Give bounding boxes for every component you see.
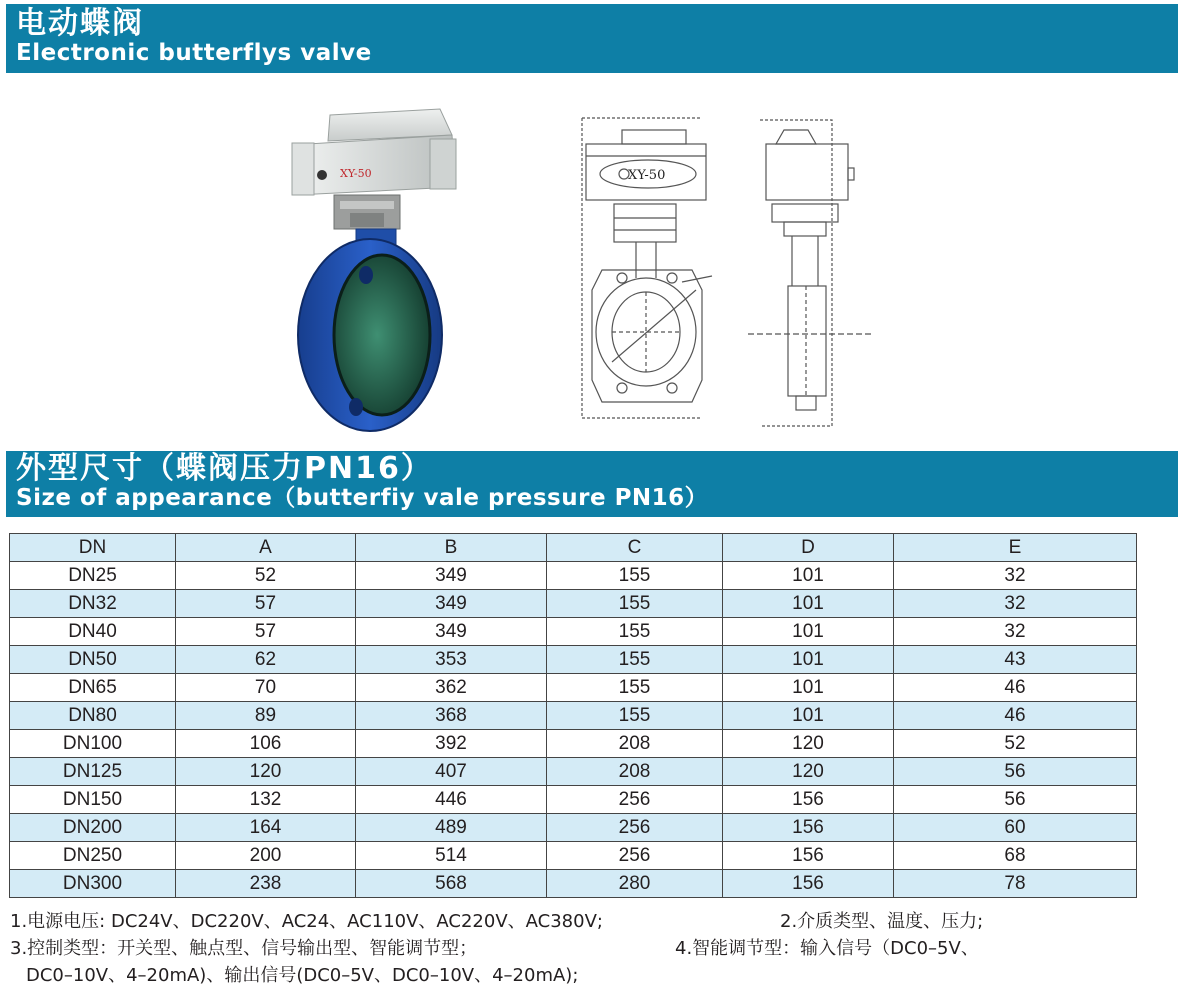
table-cell: 62 bbox=[176, 646, 356, 674]
table-cell: 156 bbox=[723, 842, 894, 870]
table-cell: 52 bbox=[176, 562, 356, 590]
table-cell: 101 bbox=[723, 562, 894, 590]
table-cell: 101 bbox=[723, 702, 894, 730]
dimension-table bbox=[9, 533, 1137, 898]
table-cell: 89 bbox=[176, 702, 356, 730]
table-cell: 514 bbox=[356, 842, 547, 870]
table-cell: DN40 bbox=[10, 618, 176, 646]
col-header: C bbox=[547, 534, 723, 562]
col-header: B bbox=[356, 534, 547, 562]
title-cn: 电动蝶阀 bbox=[16, 6, 144, 41]
table-cell: 156 bbox=[723, 814, 894, 842]
table-cell: 349 bbox=[356, 618, 547, 646]
table-cell: 120 bbox=[723, 758, 894, 786]
table-cell: 46 bbox=[894, 674, 1137, 702]
table-row bbox=[10, 646, 1137, 674]
section-title-en: Size of appearance（butterfiy vale pressure PN16） bbox=[16, 485, 709, 511]
note-control-type: 3.控制类型：开关型、触点型、信号输出型、智能调节型； bbox=[10, 938, 478, 959]
table-cell: 164 bbox=[176, 814, 356, 842]
model-label: XY-50 bbox=[340, 167, 372, 180]
table-row bbox=[10, 870, 1137, 898]
table-cell: 238 bbox=[176, 870, 356, 898]
table-cell: 101 bbox=[723, 646, 894, 674]
table-cell: 392 bbox=[356, 730, 547, 758]
table-cell: 155 bbox=[547, 646, 723, 674]
table-cell: 208 bbox=[547, 730, 723, 758]
table-cell: DN80 bbox=[10, 702, 176, 730]
table-cell: 56 bbox=[894, 786, 1137, 814]
col-header: D bbox=[723, 534, 894, 562]
col-header: A bbox=[176, 534, 356, 562]
table-cell: 256 bbox=[547, 814, 723, 842]
section-banner bbox=[6, 451, 1178, 517]
table-cell: 155 bbox=[547, 702, 723, 730]
table-cell: DN125 bbox=[10, 758, 176, 786]
title-en: Electronic butterflys valve bbox=[16, 40, 372, 66]
table-row bbox=[10, 674, 1137, 702]
table-row bbox=[10, 730, 1137, 758]
table-cell: DN250 bbox=[10, 842, 176, 870]
table-cell: 256 bbox=[547, 842, 723, 870]
spec-notes bbox=[10, 908, 1190, 989]
table-cell: 349 bbox=[356, 590, 547, 618]
table-cell: 120 bbox=[176, 758, 356, 786]
table-header-row bbox=[10, 534, 1137, 562]
table-cell: 106 bbox=[176, 730, 356, 758]
table-row bbox=[10, 786, 1137, 814]
table-cell: 52 bbox=[894, 730, 1137, 758]
dimension-drawing bbox=[552, 100, 882, 430]
table-row bbox=[10, 590, 1137, 618]
note-medium: 2.介质类型、温度、压力; bbox=[780, 911, 984, 932]
table-cell: 155 bbox=[547, 562, 723, 590]
table-cell: 155 bbox=[547, 674, 723, 702]
table-cell: 57 bbox=[176, 590, 356, 618]
table-cell: 57 bbox=[176, 618, 356, 646]
table-cell: DN65 bbox=[10, 674, 176, 702]
note-smart-control: 4.智能调节型：输入信号（DC0–5V、 bbox=[675, 938, 979, 959]
table-row bbox=[10, 758, 1137, 786]
section-title-cn: 外型尺寸（蝶阀压力PN16） bbox=[16, 451, 433, 486]
table-cell: 208 bbox=[547, 758, 723, 786]
table-cell: DN25 bbox=[10, 562, 176, 590]
table-cell: 568 bbox=[356, 870, 547, 898]
table-row bbox=[10, 618, 1137, 646]
col-header: E bbox=[894, 534, 1137, 562]
title-banner bbox=[6, 4, 1178, 73]
table-cell: 156 bbox=[723, 870, 894, 898]
table-cell: 46 bbox=[894, 702, 1137, 730]
table-row bbox=[10, 814, 1137, 842]
table-cell: 156 bbox=[723, 786, 894, 814]
table-cell: 56 bbox=[894, 758, 1137, 786]
table-cell: 68 bbox=[894, 842, 1137, 870]
table-cell: 155 bbox=[547, 618, 723, 646]
table-cell: 489 bbox=[356, 814, 547, 842]
table-cell: DN150 bbox=[10, 786, 176, 814]
table-cell: 120 bbox=[723, 730, 894, 758]
valve-photo bbox=[270, 95, 520, 435]
table-cell: 101 bbox=[723, 674, 894, 702]
table-cell: DN50 bbox=[10, 646, 176, 674]
table-cell: 101 bbox=[723, 618, 894, 646]
table-cell: 407 bbox=[356, 758, 547, 786]
table-cell: 368 bbox=[356, 702, 547, 730]
col-header: DN bbox=[10, 534, 176, 562]
table-cell: 43 bbox=[894, 646, 1137, 674]
table-cell: DN32 bbox=[10, 590, 176, 618]
table-cell: 362 bbox=[356, 674, 547, 702]
table-cell: DN300 bbox=[10, 870, 176, 898]
note-power-supply: 1.电源电压: DC24V、DC220V、AC24、AC110V、AC220V、AC380V; bbox=[10, 911, 603, 932]
table-cell: 101 bbox=[723, 590, 894, 618]
table-cell: 32 bbox=[894, 590, 1137, 618]
note-smart-control-cont: DC0–10V、4–20mA)、输出信号(DC0–5V、DC0–10V、4–20mA); bbox=[26, 965, 579, 986]
table-cell: 70 bbox=[176, 674, 356, 702]
drawing-model-label: XY-50 bbox=[628, 168, 666, 183]
table-cell: 132 bbox=[176, 786, 356, 814]
table-row bbox=[10, 562, 1137, 590]
table-cell: DN100 bbox=[10, 730, 176, 758]
table-cell: 32 bbox=[894, 562, 1137, 590]
table-row bbox=[10, 842, 1137, 870]
table-cell: 353 bbox=[356, 646, 547, 674]
table-cell: 155 bbox=[547, 590, 723, 618]
table-row bbox=[10, 702, 1137, 730]
table-cell: 200 bbox=[176, 842, 356, 870]
table-cell: 256 bbox=[547, 786, 723, 814]
table-cell: 349 bbox=[356, 562, 547, 590]
table-cell: 446 bbox=[356, 786, 547, 814]
table-cell: 60 bbox=[894, 814, 1137, 842]
table-cell: 78 bbox=[894, 870, 1137, 898]
table-cell: DN200 bbox=[10, 814, 176, 842]
table-cell: 32 bbox=[894, 618, 1137, 646]
table-cell: 280 bbox=[547, 870, 723, 898]
